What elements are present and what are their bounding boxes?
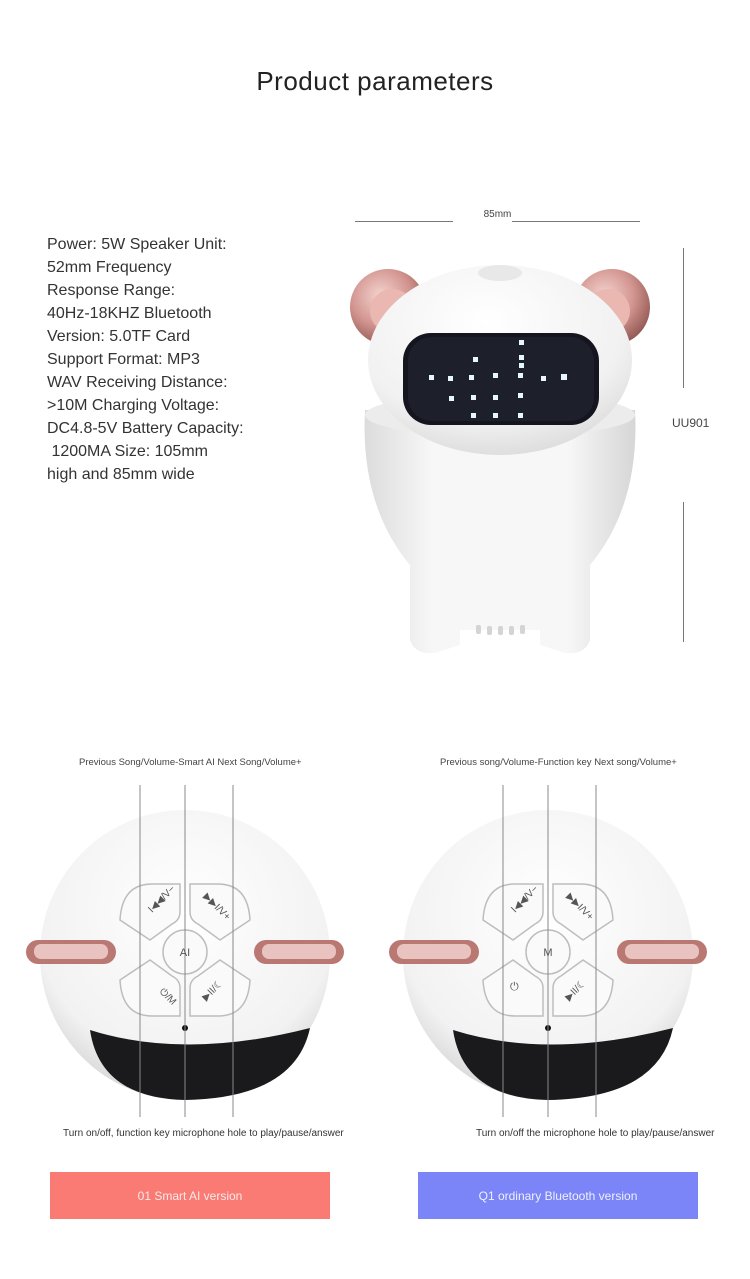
spec-line: Version: 5.0TF Card	[47, 328, 191, 345]
spec-line: >10M Charging Voltage:	[47, 397, 220, 414]
spec-line: DC4.8-5V Battery Capacity:	[47, 420, 244, 437]
power-key-label: ⏻	[510, 981, 519, 993]
center-key-label: AI	[179, 947, 191, 959]
next-key-label: ▶▶I/V+	[563, 891, 596, 923]
spec-list	[47, 233, 307, 486]
dimension-line	[512, 221, 640, 222]
q1-bottom-note: Turn on/off the microphone hole to play/pause/answer	[476, 1128, 715, 1139]
play-key-label: ▶II/☾	[200, 977, 226, 1004]
page-title: Product parameters	[256, 66, 494, 96]
ai-top-note: Previous Song/Volume-Smart AI Next Song/Volume+	[79, 757, 302, 768]
dimension-line	[683, 502, 684, 642]
center-key-label: M	[543, 947, 553, 959]
model-label: UU901	[672, 416, 710, 430]
q1-speaker-top-view	[383, 780, 713, 1125]
power-key-label: ⏻/M	[156, 986, 179, 1008]
next-key-label: ▶▶I/V+	[200, 891, 233, 923]
prev-key-label: I◀◀/V−	[146, 883, 178, 916]
spec-line: WAV Receiving Distance:	[47, 374, 228, 391]
q1-bluetooth-version-button[interactable]: Q1 ordinary Bluetooth version	[418, 1172, 698, 1219]
prev-key-label: I◀◀/V−	[509, 883, 541, 916]
spec-line: 1200MA Size: 105mm	[47, 443, 208, 460]
width-label: 85mm	[483, 209, 512, 220]
ai-speaker-top-view	[20, 780, 350, 1125]
width-dimension	[355, 209, 640, 227]
dimension-line	[683, 248, 684, 388]
dimension-line	[355, 221, 453, 222]
spec-line: Response Range:	[47, 282, 176, 299]
spec-line: high and 85mm wide	[47, 466, 195, 483]
spec-line: 52mm Frequency	[47, 259, 172, 276]
play-key-label: ▶II/☾	[563, 977, 589, 1004]
spec-line: 40Hz-18KHZ Bluetooth	[47, 305, 212, 322]
q1-top-note: Previous song/Volume-Function key Next song/Volume+	[440, 757, 677, 768]
smart-ai-version-button[interactable]: 01 Smart AI version	[50, 1172, 330, 1219]
ai-bottom-note: Turn on/off, function key microphone hole to play/pause/answer	[63, 1128, 344, 1139]
spec-line: Power: 5W Speaker Unit:	[47, 236, 227, 253]
height-dimension	[683, 248, 684, 642]
robot-speaker-image	[330, 245, 670, 665]
spec-line: Support Format: MP3	[47, 351, 200, 368]
